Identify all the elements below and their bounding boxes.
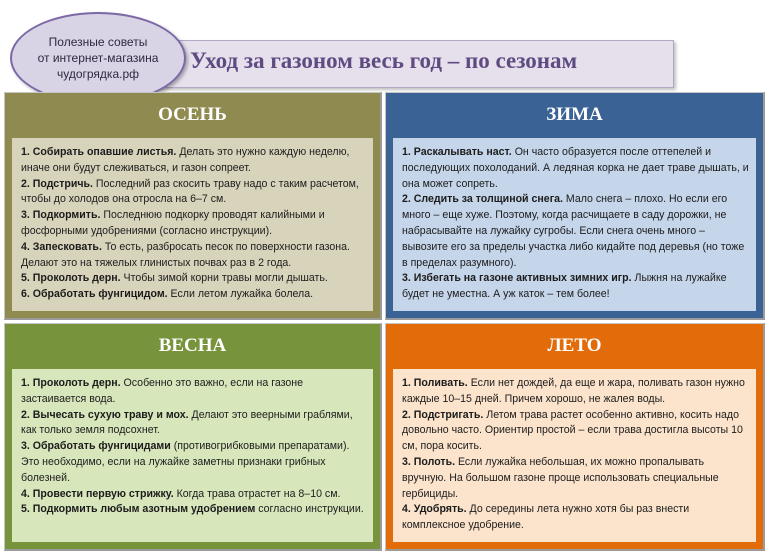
tip-item: [402, 271, 750, 303]
tip-item: [21, 145, 367, 177]
tip-heading: 3. Подкормить.: [21, 209, 101, 222]
tip-heading: 2. Подстригать.: [402, 408, 484, 421]
tip-heading: 5. Подкормить любым азотным удобрением: [21, 503, 256, 516]
badge-line-3: чудогрядка.рф: [56, 67, 139, 81]
tip-heading: 1. Поливать.: [402, 377, 468, 389]
tip-heading: 1. Собирать опавшие листья.: [21, 146, 177, 158]
tip-heading: 4. Провести первую стрижку.: [21, 487, 174, 500]
tip-heading: 1. Раскалывать наст.: [402, 146, 512, 158]
tip-item: [21, 487, 367, 503]
shop-badge: [10, 12, 186, 104]
tip-item: [402, 455, 750, 502]
tip-text: Лыжня на лужайке будет не уместна. А уж каток – тем более!: [402, 272, 727, 301]
season-autumn: [4, 92, 382, 320]
tip-item: [21, 208, 367, 240]
season-title-winter: ЗИМА: [546, 104, 603, 125]
season-tips-spring: [12, 369, 373, 542]
tip-item: [21, 177, 367, 209]
season-title-spring: ВЕСНА: [158, 335, 227, 356]
season-summer: [385, 323, 765, 551]
tip-text: Если нет дождей, да еще и жара, поливать газон нужно каждые 10–15 дней. Причем хорошо, не жалея воды.: [402, 377, 745, 405]
tip-item: [402, 376, 750, 408]
badge-line-1: Полезные советы: [48, 35, 148, 49]
tip-heading: 1. Проколоть дерн.: [21, 377, 121, 389]
tip-item: [21, 439, 367, 486]
tip-text: Последний раз скосить траву надо с таким расчетом, чтобы до холодов она отросла на 6–7 см.: [21, 177, 359, 206]
tip-text: (противогрибковыми препаратами). Это необходимо, если на лужайке заметны признаки грибных болезней.: [21, 440, 350, 484]
tip-item: [402, 408, 750, 455]
tip-item: [21, 240, 367, 272]
tip-item: [21, 502, 367, 518]
tip-item: [402, 145, 750, 192]
tip-text: До середины лета нужно хотя бы раз внести комплексное удобрение.: [402, 503, 690, 532]
tip-heading: 5. Проколоть дерн.: [21, 272, 121, 285]
season-spring: [4, 323, 382, 551]
tip-text: То есть, разбросать песок по поверхности газона. Делают это на тяжелых глинистых почвах раз в 2 года.: [21, 240, 350, 269]
tip-heading: 3. Обработать фунгицидами: [21, 440, 171, 453]
season-tips-autumn: [12, 138, 373, 311]
tip-text: Особенно это важно, если на газоне застаивается вода.: [21, 377, 303, 405]
tip-text: Он часто образуется после оттепелей и последующих похолоданий. А ледяная корка не дает траве дышать, и она может сопреть.: [402, 146, 749, 190]
page-title: Уход за газоном весь год – по сезонам: [190, 48, 578, 73]
tip-item: [21, 287, 367, 303]
tip-item: [21, 408, 367, 440]
tip-text: Делать это нужно каждую неделю, иначе они будут слеживаться, и газон сопреет.: [21, 146, 350, 174]
tip-text: Летом трава растет особенно активно, косить надо довольно часто. Ориентир простой – если трава достигла высоты 10 см, пора косить.: [402, 408, 743, 453]
tip-item: [402, 502, 750, 534]
tip-text: Если лужайка небольшая, их можно пропалывать вручную. На большом газоне проще использовать специальные гербициды.: [402, 455, 719, 500]
tip-text: Чтобы зимой корни травы могли дышать.: [120, 272, 328, 285]
season-title-autumn: ОСЕНЬ: [158, 104, 227, 125]
tip-text: согласно инструкции.: [255, 503, 364, 516]
season-tips-summer: [393, 369, 756, 542]
season-title-summer: ЛЕТО: [547, 335, 602, 356]
tip-heading: 2. Вычесать сухую траву и мох.: [21, 408, 189, 421]
tip-text: Делают это веерными граблями, как только земля подсохнет.: [21, 408, 353, 437]
tip-heading: 2. Следить за толщиной снега.: [402, 193, 563, 206]
tip-heading: 6. Обработать фунгицидом.: [21, 288, 168, 301]
tip-heading: 4. Удобрять.: [402, 503, 467, 516]
tip-text: Когда трава отрастет на 8–10 см.: [173, 487, 341, 500]
tip-text: Мало снега – плохо. Но если его много – еще хуже. Поэтому, когда расчищаете в саду дорожки, не набрасывайте на лужайку сугробы. Если снега очень много – вывозите его за пределы участка либо кидайте под деревья (но тоже в пределах разумного).: [402, 193, 745, 269]
tip-heading: 4. Запесковать.: [21, 240, 102, 253]
season-tips-winter: [393, 138, 756, 311]
tip-item: [21, 271, 367, 287]
tip-item: [402, 192, 750, 271]
tip-text: Последнюю подкорку проводят калийными и фосфорными удобрениями (согласно инструкции).: [21, 209, 325, 237]
tip-heading: 2. Подстричь.: [21, 177, 93, 190]
tip-item: [21, 376, 367, 408]
tip-heading: 3. Избегать на газоне активных зимних игр.: [402, 272, 632, 285]
season-winter: [385, 92, 765, 320]
tip-text: Если летом лужайка болела.: [167, 288, 314, 301]
tip-heading: 3. Полоть.: [402, 455, 456, 468]
badge-line-2: от интернет-магазина: [37, 51, 159, 65]
